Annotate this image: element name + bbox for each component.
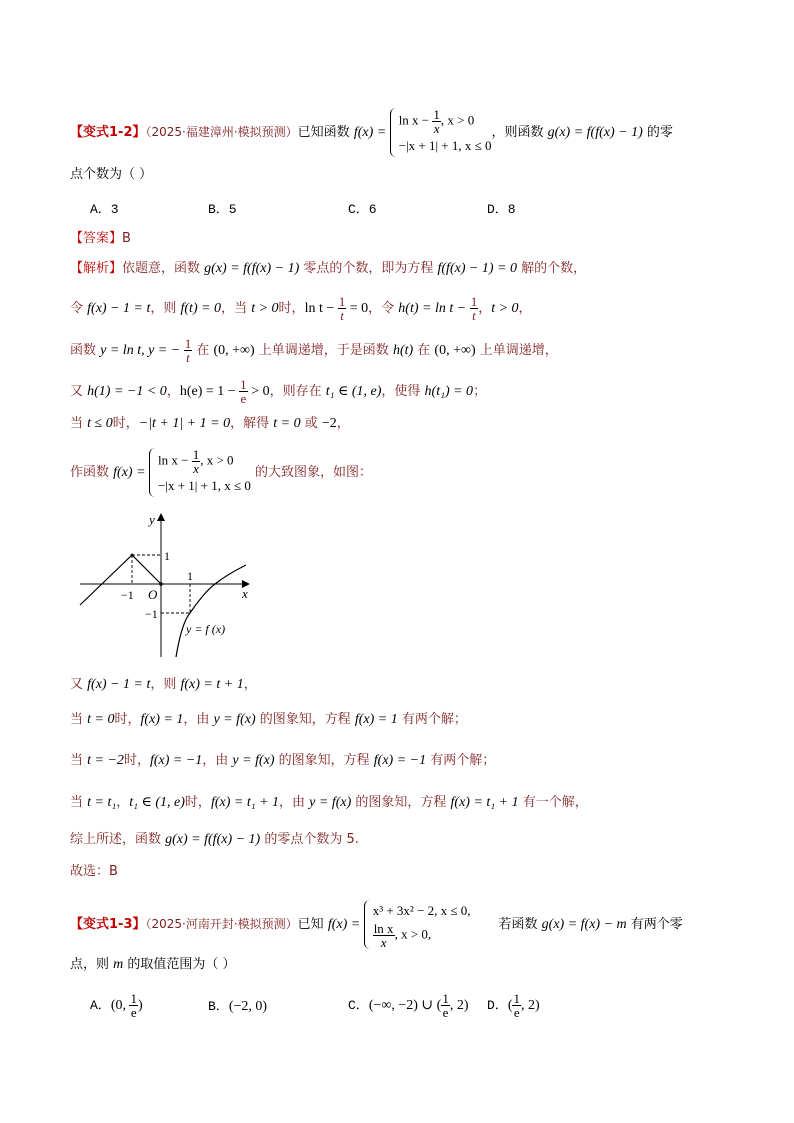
q13-source: （2025·河南开封·模拟预测） bbox=[145, 917, 298, 931]
q13-stem-line2: 点，则 m 的取值范围为（ ） bbox=[70, 957, 236, 972]
analysis-line-3: 函数 y = ln t, y = − $\frac{1}{t}$ 在 (0, +∞) 上单调递增，于是函数 h(t) 在 (0, +∞) 上单调递增， bbox=[70, 336, 558, 365]
q12-option-d[interactable]: D．8 bbox=[487, 202, 516, 217]
analysis-tag: 【解析】 bbox=[70, 261, 123, 276]
q12-option-c[interactable]: C．6 bbox=[348, 202, 377, 217]
q12-stem-line2: 点个数为（ ） bbox=[70, 167, 153, 182]
svg-text:y = f (x): y = f (x) bbox=[186, 622, 226, 636]
svg-text:1: 1 bbox=[164, 549, 170, 563]
q13-option-a[interactable]: A．(0, $\frac{1}{e}$ ) bbox=[90, 991, 143, 1020]
q12-stem-text: 已知函数 bbox=[297, 125, 354, 140]
q12-stem-text2: ，则函数 bbox=[491, 125, 548, 140]
analysis-line-11: 综上所述，函数 g(x) = f(f(x) − 1) 的零点个数为 5. bbox=[70, 832, 359, 847]
svg-text:1: 1 bbox=[187, 569, 193, 583]
analysis-line-4: 又 h(1) = −1 < 0，h(e) = 1 − $\frac{1}{e}$ > 0，则存在 t₁ ∈ (1, e)，使得 h(t₁) = 0； bbox=[70, 377, 487, 406]
q12-tag: 【变式1-2】 bbox=[70, 125, 146, 140]
analysis-line-9: 当 t = −2时，f(x) = −1，由 y = f(x) 的图象知，方程 f(x) = −1 有两个解； bbox=[70, 753, 496, 768]
q13-stem-line1: 【变式1-3】（2025·河南开封·模拟预测）已知 f(x) = x³ + 3x² − 2, x ≤ 0, $\frac{\text{ln x}}{x}$ , x > 0, 若函数 g(x) = f(x) − m 有两个零 bbox=[70, 900, 683, 949]
q13-option-d[interactable]: D．( $\frac{1}{e}$ , 2) bbox=[487, 991, 540, 1020]
svg-text:−1: −1 bbox=[145, 607, 158, 621]
q12-f-lhs: f(x) = bbox=[353, 125, 390, 140]
answer-line bbox=[70, 230, 131, 248]
q12-stem-line1 bbox=[70, 108, 673, 157]
q12-source: （2025·福建漳州·模拟预测） bbox=[145, 125, 298, 139]
q13-option-c[interactable]: C．(−∞, −2) ∪ ( $\frac{1}{e}$ , 2) bbox=[348, 991, 469, 1020]
analysis-line-10: 当 t = t₁，t₁ ∈ (1, e)时，f(x) = t₁ + 1，由 y = f(x) 的图象知，方程 f(x) = t₁ + 1 有一个解， bbox=[70, 795, 588, 810]
analysis-line-8: 当 t = 0时，f(x) = 1，由 y = f(x) 的图象知，方程 f(x) = 1 有两个解； bbox=[70, 712, 467, 727]
svg-text:−1: −1 bbox=[121, 588, 134, 602]
svg-text:y: y bbox=[149, 512, 155, 527]
analysis-line-1: 【解析】依题意，函数 g(x) = f(f(x) − 1) 零点的个数，即为方程 f(f(x) − 1) = 0 解的个数， bbox=[70, 261, 587, 276]
svg-text:x: x bbox=[242, 586, 248, 601]
analysis-conclusion: 故选：B bbox=[70, 864, 118, 879]
q12-piecewise: ln x − $\frac{1}{x}$ , x > 0 −|x + 1| + 1, x ≤ 0 bbox=[390, 108, 492, 157]
analysis-line-7: 又 f(x) − 1 = t，则 f(x) = t + 1， bbox=[70, 677, 257, 692]
answer-tag: 【答案】 bbox=[70, 231, 123, 246]
function-graph bbox=[70, 505, 260, 665]
q13-option-b[interactable]: B．(−2, 0) bbox=[208, 999, 268, 1014]
answer-value: B bbox=[122, 231, 131, 246]
q12-option-b[interactable]: B．5 bbox=[208, 202, 237, 217]
svg-text:O: O bbox=[148, 587, 158, 602]
analysis-line-6: 作函数 f(x) = ln x − $\frac{1}{x}$ , x > 0 −|x + 1| + 1, x ≤ 0 的大致图象，如图： bbox=[70, 448, 372, 497]
q12-g-expr: g(x) = f(f(x) − 1) bbox=[547, 125, 643, 140]
q12-stem-text3: 的零 bbox=[642, 125, 673, 140]
analysis-line-2: 令 f(x) − 1 = t，则 f(t) = 0，当 t > 0时，ln t − $\frac{1}{t}$ = 0，令 h(t) = ln t − $\frac{1}{t}$ ，t > 0， bbox=[70, 294, 532, 323]
q13-tag: 【变式1-3】 bbox=[70, 917, 146, 932]
analysis-line-5: 当 t ≤ 0时，−|t + 1| + 1 = 0，解得 t = 0 或 −2， bbox=[70, 416, 350, 431]
q12-option-a[interactable]: A．3 bbox=[90, 202, 119, 217]
